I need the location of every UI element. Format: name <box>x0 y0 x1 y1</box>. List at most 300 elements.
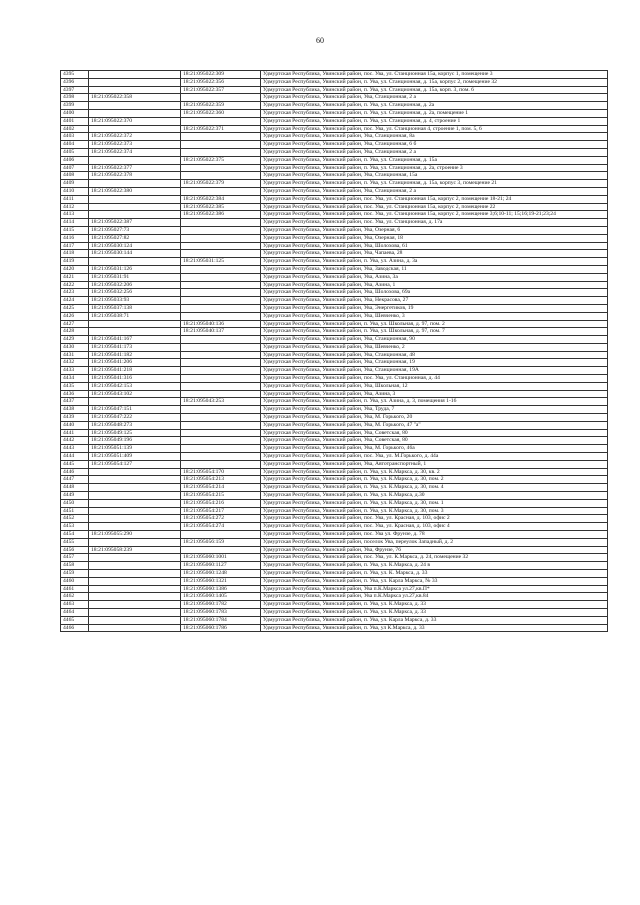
address-cell: Удмуртская Республика, Увинский район, Ува, Советская, 80 <box>261 429 608 437</box>
object-cadastral-cell: 18:21:095060:1001 <box>181 554 261 562</box>
row-number-cell: 4419 <box>61 258 89 266</box>
object-cadastral-cell <box>181 219 261 227</box>
row-number-cell: 4420 <box>61 265 89 273</box>
row-number-cell: 4408 <box>61 172 89 180</box>
address-cell: Удмуртская Республика, Увинский район, Ува, Шевченко, 3 <box>261 312 608 320</box>
object-cadastral-cell <box>181 460 261 468</box>
table-row <box>61 359 608 367</box>
land-cadastral-cell <box>89 78 181 86</box>
object-cadastral-cell <box>181 382 261 390</box>
address-cell: Удмуртская Республика, Увинский район, п. Ува, ул. К. Маркса, д. 33 <box>261 570 608 578</box>
table-row <box>61 570 608 578</box>
object-cadastral-cell <box>181 226 261 234</box>
table-row <box>61 453 608 461</box>
address-cell: Удмуртская Республика, Увинский район, Ува, Шевченко, 2 <box>261 343 608 351</box>
object-cadastral-cell: 18:21:095054:216 <box>181 499 261 507</box>
address-cell: Удмуртская Республика, Увинский район, Ува, Некрасова, 27 <box>261 297 608 305</box>
row-number-cell: 4457 <box>61 554 89 562</box>
address-cell: Удмуртская Республика, Увинский район, п. Ува, ул. К.Маркса, д. 30, пом. 3 <box>261 507 608 515</box>
address-cell: Удмуртская Республика, Увинский район, п. Ува, ул. К.Маркса, д. 24 в <box>261 562 608 570</box>
land-cadastral-cell: 18:21:095049:125 <box>89 429 181 437</box>
object-cadastral-cell <box>181 343 261 351</box>
address-cell: Удмуртская Республика, Увинский район, п. Ува, ул. Азина, д. 3а <box>261 258 608 266</box>
address-cell: Удмуртская Республика, Увинский район, Ува п.К.Маркса ул.27,кв.84 <box>261 593 608 601</box>
row-number-cell: 4417 <box>61 242 89 250</box>
land-cadastral-cell: 18:21:095022:387 <box>89 219 181 227</box>
land-cadastral-cell <box>89 507 181 515</box>
table-row <box>61 78 608 86</box>
row-number-cell: 4451 <box>61 507 89 515</box>
table-row <box>61 484 608 492</box>
table-row <box>61 429 608 437</box>
address-cell: Удмуртская Республика, Увинский район, п. Ува, ул. Станционная, д. 15а, корпус 2, помещение 32 <box>261 78 608 86</box>
row-number-cell: 4437 <box>61 398 89 406</box>
address-cell: Удмуртская Республика, Увинский район, Ува, Фрунзе, 76 <box>261 546 608 554</box>
address-cell: Удмуртская Республика, Увинский район, Ува, М. Горького, 46а <box>261 445 608 453</box>
table-row <box>61 601 608 609</box>
row-number-cell: 4463 <box>61 601 89 609</box>
row-number-cell: 4454 <box>61 531 89 539</box>
row-number-cell: 4461 <box>61 585 89 593</box>
table-row <box>61 250 608 258</box>
row-number-cell: 4414 <box>61 219 89 227</box>
table-row <box>61 320 608 328</box>
address-cell: Удмуртская Республика, Увинский район, пос. Ува ул. Фрунзе, д. 78 <box>261 531 608 539</box>
table-row <box>61 445 608 453</box>
table-row <box>61 367 608 375</box>
table-row <box>61 203 608 211</box>
row-number-cell: 4444 <box>61 453 89 461</box>
land-cadastral-cell: 18:21:095027:82 <box>89 234 181 242</box>
land-cadastral-cell <box>89 211 181 219</box>
row-number-cell: 4459 <box>61 570 89 578</box>
address-cell: Удмуртская Республика, Увинский район, п. Ува, ул. Станционная, д. 15а, корп. 3, пом. 6 <box>261 86 608 94</box>
address-cell: Удмуртская Республика, Увинский район, Ува, Станционная, 8а <box>261 133 608 141</box>
object-cadastral-cell <box>181 359 261 367</box>
object-cadastral-cell: 18:21:095060:1386 <box>181 585 261 593</box>
table-row <box>61 523 608 531</box>
address-cell: Удмуртская Республика, Увинский район, Ува, Шолохова, 69а <box>261 289 608 297</box>
row-number-cell: 4466 <box>61 624 89 632</box>
object-cadastral-cell <box>181 421 261 429</box>
object-cadastral-cell <box>181 304 261 312</box>
object-cadastral-cell <box>181 250 261 258</box>
address-cell: Удмуртская Республика, Увинский район, п. Ува, ул. К.Маркса, д. 33 <box>261 608 608 616</box>
land-cadastral-cell: 18:21:095033:93 <box>89 297 181 305</box>
table-row <box>61 94 608 102</box>
land-cadastral-cell <box>89 554 181 562</box>
table-row <box>61 382 608 390</box>
land-cadastral-cell: 18:21:095022:358 <box>89 94 181 102</box>
registry-table <box>60 70 608 632</box>
land-cadastral-cell: 18:21:095041:167 <box>89 336 181 344</box>
row-number-cell: 4410 <box>61 187 89 195</box>
address-cell: Удмуртская Республика, Увинский район, Ува, Труда, 7 <box>261 406 608 414</box>
address-cell: Удмуртская Республика, Увинский район, Ува, Станционная, 2 а <box>261 94 608 102</box>
row-number-cell: 4442 <box>61 437 89 445</box>
table-row <box>61 492 608 500</box>
address-cell: Удмуртская Республика, Увинский район, Ува, Озерная, 18 <box>261 234 608 242</box>
object-cadastral-cell <box>181 351 261 359</box>
address-cell: Удмуртская Республика, Увинский район, Ува, Станционная, 48 <box>261 351 608 359</box>
row-number-cell: 4427 <box>61 320 89 328</box>
table-row <box>61 351 608 359</box>
table-row <box>61 187 608 195</box>
row-number-cell: 4412 <box>61 203 89 211</box>
row-number-cell: 4406 <box>61 156 89 164</box>
land-cadastral-cell: 18:21:095049:196 <box>89 437 181 445</box>
row-number-cell: 4447 <box>61 476 89 484</box>
row-number-cell: 4418 <box>61 250 89 258</box>
row-number-cell: 4438 <box>61 406 89 414</box>
land-cadastral-cell <box>89 398 181 406</box>
table-row <box>61 460 608 468</box>
table-row <box>61 507 608 515</box>
object-cadastral-cell <box>181 437 261 445</box>
land-cadastral-cell <box>89 616 181 624</box>
address-cell: Удмуртская Республика, Увинский район, Ува, М. Горького, 20 <box>261 414 608 422</box>
table-row <box>61 343 608 351</box>
row-number-cell: 4450 <box>61 499 89 507</box>
table-row <box>61 515 608 523</box>
object-cadastral-cell: 18:21:095040:136 <box>181 320 261 328</box>
land-cadastral-cell <box>89 570 181 578</box>
address-cell: Удмуртская Республика, Увинский район, пос. Ува, ул. Станционная 15а, корпус 2, помещение 18-21; 24 <box>261 195 608 203</box>
row-number-cell: 4423 <box>61 289 89 297</box>
address-cell: Удмуртская Республика, Увинский район, Ува, М. Горького, 47 "а" <box>261 421 608 429</box>
object-cadastral-cell <box>181 367 261 375</box>
land-cadastral-cell <box>89 484 181 492</box>
land-cadastral-cell <box>89 499 181 507</box>
land-cadastral-cell <box>89 125 181 133</box>
table-row <box>61 437 608 445</box>
land-cadastral-cell <box>89 468 181 476</box>
address-cell: Удмуртская Республика, Увинский район, п. Ува, ул. К.Маркса, д.30 <box>261 492 608 500</box>
table-row <box>61 312 608 320</box>
table-row <box>61 164 608 172</box>
row-number-cell: 4413 <box>61 211 89 219</box>
table-row <box>61 211 608 219</box>
object-cadastral-cell: 18:21:095022:385 <box>181 203 261 211</box>
table-row <box>61 258 608 266</box>
table-row <box>61 476 608 484</box>
object-cadastral-cell: 18:21:095060:1248 <box>181 570 261 578</box>
object-cadastral-cell <box>181 546 261 554</box>
address-cell: Удмуртская Республика, Увинский район, Ува, Энергетиков, 19 <box>261 304 608 312</box>
address-cell: Удмуртская Республика, Увинский район, пос. Ува, ул. Станционная 15а, корпус 2, помещение 3;6;10-11; 15;16;19-21;23;24 <box>261 211 608 219</box>
table-row <box>61 265 608 273</box>
address-cell: Удмуртская Республика, Увинский район, п. Ува, ул. Станционная, д. 4, строение 1 <box>261 117 608 125</box>
row-number-cell: 4441 <box>61 429 89 437</box>
land-cadastral-cell <box>89 624 181 632</box>
object-cadastral-cell: 18:21:095060:1784 <box>181 616 261 624</box>
table-row <box>61 156 608 164</box>
row-number-cell: 4399 <box>61 102 89 110</box>
row-number-cell: 4460 <box>61 577 89 585</box>
address-cell: Удмуртская Республика, Увинский район, Ува, Станционная, 2 а <box>261 187 608 195</box>
address-cell: Удмуртская Республика, Увинский район, п. Ува, ул К.Маркса, д. 33 <box>261 624 608 632</box>
row-number-cell: 4434 <box>61 375 89 383</box>
address-cell: Удмуртская Республика, Увинский район, Ува, Озерная, 6 <box>261 226 608 234</box>
address-cell: Удмуртская Республика, Увинский район, п. Ува, ул. Станционная, д. 2а, помещение 1 <box>261 109 608 117</box>
land-cadastral-cell: 18:21:095048:273 <box>89 421 181 429</box>
row-number-cell: 4436 <box>61 390 89 398</box>
table-row <box>61 577 608 585</box>
table-row <box>61 180 608 188</box>
address-cell: Удмуртская Республика, Увинский район, Ува, Шолохова, 61 <box>261 242 608 250</box>
row-number-cell: 4422 <box>61 281 89 289</box>
land-cadastral-cell: 18:21:095027:73 <box>89 226 181 234</box>
row-number-cell: 4407 <box>61 164 89 172</box>
object-cadastral-cell: 18:21:095022:384 <box>181 195 261 203</box>
object-cadastral-cell: 18:21:095054:274 <box>181 523 261 531</box>
land-cadastral-cell: 18:21:095022:373 <box>89 141 181 149</box>
address-cell: Удмуртская Республика, Увинский район, Ува, Станционная, 19А <box>261 367 608 375</box>
object-cadastral-cell <box>181 289 261 297</box>
row-number-cell: 4398 <box>61 94 89 102</box>
land-cadastral-cell <box>89 476 181 484</box>
land-cadastral-cell: 18:21:095038:71 <box>89 312 181 320</box>
object-cadastral-cell <box>181 414 261 422</box>
object-cadastral-cell: 18:21:095054:272 <box>181 515 261 523</box>
table-row <box>61 117 608 125</box>
row-number-cell: 4448 <box>61 484 89 492</box>
object-cadastral-cell <box>181 429 261 437</box>
row-number-cell: 4433 <box>61 367 89 375</box>
row-number-cell: 4452 <box>61 515 89 523</box>
object-cadastral-cell: 18:21:095022:371 <box>181 125 261 133</box>
table-row <box>61 336 608 344</box>
address-cell: Удмуртская Республика, Увинский район, пос. Ува, ул. Станционная 4, строение 1, пом. 5, 6 <box>261 125 608 133</box>
row-number-cell: 4403 <box>61 133 89 141</box>
row-number-cell: 4405 <box>61 148 89 156</box>
object-cadastral-cell <box>181 94 261 102</box>
address-cell: Удмуртская Республика, Увинский район, пос. Ува, ул. Станционная 15а, корпус 2, помещение 22 <box>261 203 608 211</box>
address-cell: Удмуртская Республика, Увинский район, п. Ува, ул. Школьная, д. 97, пом. 2 <box>261 320 608 328</box>
land-cadastral-cell: 18:21:095047:222 <box>89 414 181 422</box>
address-cell: Удмуртская Республика, Увинский район, Ува, Станционная, 15а <box>261 172 608 180</box>
land-cadastral-cell: 18:21:095022:377 <box>89 164 181 172</box>
address-cell: Удмуртская Республика, Увинский район, Ува, Станционная, 90 <box>261 336 608 344</box>
address-cell: Удмуртская Республика, Увинский район, пос. Ува, ул. Станционная, д. 17а <box>261 219 608 227</box>
table-row <box>61 328 608 336</box>
table-row <box>61 195 608 203</box>
land-cadastral-cell <box>89 328 181 336</box>
object-cadastral-cell <box>181 297 261 305</box>
object-cadastral-cell: 18:21:095060:1405 <box>181 593 261 601</box>
table-row <box>61 593 608 601</box>
table-row <box>61 234 608 242</box>
address-cell: Удмуртская Республика, Увинский район, Ува, Азина, 3а <box>261 273 608 281</box>
object-cadastral-cell: 18:21:095054:217 <box>181 507 261 515</box>
object-cadastral-cell: 18:21:095022:359 <box>181 102 261 110</box>
table-row <box>61 616 608 624</box>
table-row <box>61 281 608 289</box>
land-cadastral-cell: 18:21:095032:256 <box>89 289 181 297</box>
table-row <box>61 585 608 593</box>
land-cadastral-cell <box>89 180 181 188</box>
land-cadastral-cell: 18:21:095041:218 <box>89 367 181 375</box>
address-cell: Удмуртская Республика, Увинский район, п. Ува, ул. К.Маркса, д. 30, пом. 4 <box>261 484 608 492</box>
table-row <box>61 624 608 632</box>
object-cadastral-cell: 18:21:095056:159 <box>181 538 261 546</box>
address-cell: Удмуртская Республика, Увинский район, Ува, Школьная, 12 <box>261 382 608 390</box>
row-number-cell: 4424 <box>61 297 89 305</box>
object-cadastral-cell <box>181 164 261 172</box>
land-cadastral-cell: 18:21:095022:374 <box>89 148 181 156</box>
object-cadastral-cell <box>181 312 261 320</box>
registry-rows <box>61 71 608 632</box>
object-cadastral-cell: 18:21:095043:253 <box>181 398 261 406</box>
address-cell: Удмуртская Республика, Увинский район, п. Ува, ул. Станционная, д. 2а, строение 3 <box>261 164 608 172</box>
row-number-cell: 4465 <box>61 616 89 624</box>
object-cadastral-cell <box>181 281 261 289</box>
table-row <box>61 172 608 180</box>
row-number-cell: 4421 <box>61 273 89 281</box>
land-cadastral-cell: 18:21:095041:182 <box>89 351 181 359</box>
row-number-cell: 4409 <box>61 180 89 188</box>
row-number-cell: 4453 <box>61 523 89 531</box>
land-cadastral-cell: 18:21:095031:126 <box>89 265 181 273</box>
row-number-cell: 4415 <box>61 226 89 234</box>
object-cadastral-cell <box>181 390 261 398</box>
table-row <box>61 375 608 383</box>
object-cadastral-cell: 18:21:095022:379 <box>181 180 261 188</box>
address-cell: Удмуртская Республика, Увинский район, пос. Ува, ул. Станционная 15а, корпус 1, помещение 3 <box>261 71 608 79</box>
table-row <box>61 390 608 398</box>
address-cell: Удмуртская Республика, Увинский район, п. Ува, ул. Школьная, д. 97, пом. 7 <box>261 328 608 336</box>
row-number-cell: 4416 <box>61 234 89 242</box>
table-row <box>61 414 608 422</box>
object-cadastral-cell <box>181 336 261 344</box>
row-number-cell: 4426 <box>61 312 89 320</box>
object-cadastral-cell: 18:21:095060:1321 <box>181 577 261 585</box>
table-row <box>61 86 608 94</box>
land-cadastral-cell: 18:21:095022:370 <box>89 117 181 125</box>
row-number-cell: 4443 <box>61 445 89 453</box>
land-cadastral-cell: 18:21:095055:290 <box>89 531 181 539</box>
land-cadastral-cell: 18:21:095042:153 <box>89 382 181 390</box>
land-cadastral-cell <box>89 562 181 570</box>
page-number: 60 <box>316 36 324 45</box>
row-number-cell: 4435 <box>61 382 89 390</box>
land-cadastral-cell <box>89 195 181 203</box>
object-cadastral-cell <box>181 242 261 250</box>
object-cadastral-cell <box>181 234 261 242</box>
object-cadastral-cell: 18:21:095040:137 <box>181 328 261 336</box>
land-cadastral-cell <box>89 593 181 601</box>
address-cell: Удмуртская Республика, Увинский район, п. Ува, ул. Карла Маркса, д. 33 <box>261 616 608 624</box>
land-cadastral-cell: 18:21:095041:206 <box>89 359 181 367</box>
address-cell: Удмуртская Республика, Увинский район, пос. Ува, ул. К.Маркса, д. 24, помещение 32 <box>261 554 608 562</box>
table-row <box>61 141 608 149</box>
row-number-cell: 4411 <box>61 195 89 203</box>
row-number-cell: 4455 <box>61 538 89 546</box>
table-row <box>61 125 608 133</box>
land-cadastral-cell <box>89 102 181 110</box>
land-cadastral-cell <box>89 523 181 531</box>
address-cell: Удмуртская Республика, Увинский район, Ува, Азина, 1 <box>261 281 608 289</box>
object-cadastral-cell: 18:21:095022:357 <box>181 86 261 94</box>
table-row <box>61 219 608 227</box>
land-cadastral-cell <box>89 86 181 94</box>
table-row <box>61 242 608 250</box>
row-number-cell: 4430 <box>61 343 89 351</box>
object-cadastral-cell <box>181 375 261 383</box>
table-row <box>61 102 608 110</box>
object-cadastral-cell <box>181 273 261 281</box>
address-cell: Удмуртская Республика, Увинский район, п. Ува, ул. Карла Маркса, № 33 <box>261 577 608 585</box>
land-cadastral-cell: 18:21:095051:139 <box>89 445 181 453</box>
row-number-cell: 4445 <box>61 460 89 468</box>
table-row <box>61 562 608 570</box>
row-number-cell: 4432 <box>61 359 89 367</box>
object-cadastral-cell <box>181 265 261 273</box>
land-cadastral-cell: 18:21:095022:372 <box>89 133 181 141</box>
land-cadastral-cell <box>89 608 181 616</box>
land-cadastral-cell: 18:21:095030:124 <box>89 242 181 250</box>
address-cell: Удмуртская Республика, Увинский район, поселок Ува, переулок Западный, д. 2 <box>261 538 608 546</box>
table-row <box>61 226 608 234</box>
address-cell: Удмуртская Республика, Увинский район, п. Ува, ул. Азина, д. 3, помещения 1-16 <box>261 398 608 406</box>
object-cadastral-cell: 18:21:095054:213 <box>181 476 261 484</box>
object-cadastral-cell <box>181 531 261 539</box>
object-cadastral-cell: 18:21:095022:309 <box>181 71 261 79</box>
object-cadastral-cell <box>181 148 261 156</box>
land-cadastral-cell <box>89 492 181 500</box>
object-cadastral-cell <box>181 133 261 141</box>
object-cadastral-cell: 18:21:095022:360 <box>181 109 261 117</box>
address-cell: Удмуртская Республика, Увинский район, Ува п.К.Маркса ул.27,кв.П* <box>261 585 608 593</box>
table-row <box>61 71 608 79</box>
land-cadastral-cell <box>89 585 181 593</box>
object-cadastral-cell <box>181 141 261 149</box>
table-row <box>61 133 608 141</box>
land-cadastral-cell: 18:21:095041:316 <box>89 375 181 383</box>
table-row <box>61 406 608 414</box>
land-cadastral-cell <box>89 515 181 523</box>
row-number-cell: 4425 <box>61 304 89 312</box>
land-cadastral-cell: 18:21:095031:91 <box>89 273 181 281</box>
object-cadastral-cell <box>181 406 261 414</box>
address-cell: Удмуртская Республика, Увинский район, п. Ува, ул. Станционная, д. 15а, корпус 3, помещение 21 <box>261 180 608 188</box>
table-row <box>61 273 608 281</box>
address-cell: Удмуртская Республика, Увинский район, Ува, Заводская, 11 <box>261 265 608 273</box>
land-cadastral-cell: 18:21:095047:151 <box>89 406 181 414</box>
table-row <box>61 468 608 476</box>
object-cadastral-cell <box>181 187 261 195</box>
row-number-cell: 4395 <box>61 71 89 79</box>
table-row <box>61 531 608 539</box>
row-number-cell: 4396 <box>61 78 89 86</box>
address-cell: Удмуртская Республика, Увинский район, Ува, Чапаева, 28 <box>261 250 608 258</box>
row-number-cell: 4428 <box>61 328 89 336</box>
address-cell: Удмуртская Республика, Увинский район, пос. Ува, ул. Красная, д. 103, офис 2 <box>261 515 608 523</box>
row-number-cell: 4400 <box>61 109 89 117</box>
address-cell: Удмуртская Республика, Увинский район, пос. Ува, ул. Красная, д. 103, офис 4 <box>261 523 608 531</box>
row-number-cell: 4446 <box>61 468 89 476</box>
address-cell: Удмуртская Республика, Увинский район, п. Ува, ул. Станционная, д. 2а <box>261 102 608 110</box>
table-row <box>61 304 608 312</box>
land-cadastral-cell: 18:21:095051:409 <box>89 453 181 461</box>
land-cadastral-cell <box>89 601 181 609</box>
address-cell: Удмуртская Республика, Увинский район, Ува, Станционная, 6 б <box>261 141 608 149</box>
address-cell: Удмуртская Республика, Увинский район, п. Ува, ул. Станционная, д. 15а <box>261 156 608 164</box>
object-cadastral-cell: 18:21:095054:170 <box>181 468 261 476</box>
land-cadastral-cell <box>89 71 181 79</box>
object-cadastral-cell: 18:21:095060:1782 <box>181 601 261 609</box>
object-cadastral-cell <box>181 453 261 461</box>
